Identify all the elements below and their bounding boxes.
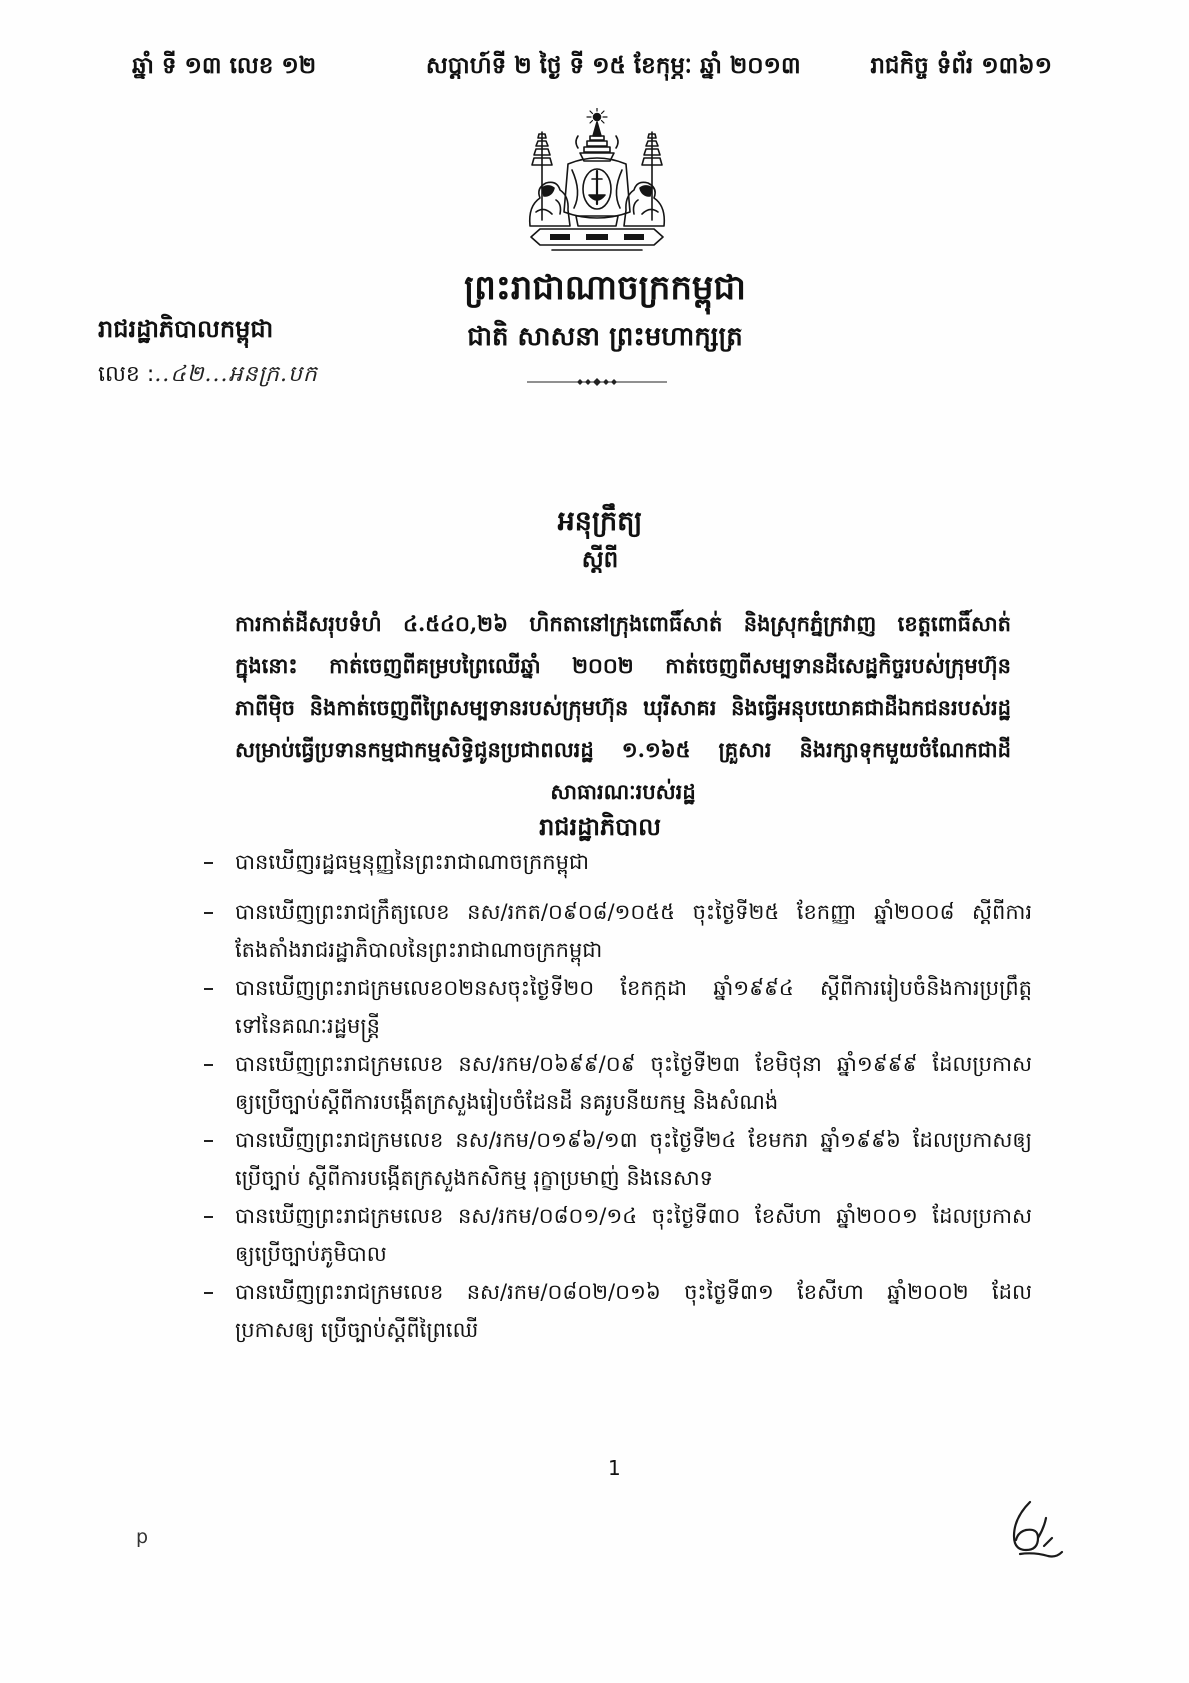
- gazette-page-label: រាជកិច្ច ទំព័រ ១៣៦១: [870, 53, 1052, 79]
- bullet-dash: [204, 912, 213, 914]
- subject-line: ភាពីម៉ិច និងកាត់ចេញពីព្រៃសម្បទានរបស់ក្រុមហ៊ុន ឃុរីសាគរ និងធ្វើអនុបយោគជាដីឯកជនរបស់រដ្ឋ: [235, 695, 1011, 720]
- preamble-line: ទៅនៃគណៈរដ្ឋមន្ត្រី: [235, 1014, 380, 1038]
- preamble-item: [235, 893, 1032, 969]
- document-subject: [235, 603, 1011, 813]
- gazette-volume: ឆ្នាំ ទី ១៣ លេខ ១២: [132, 53, 317, 79]
- gazette-date: សប្តាហ៍ទី ២ ថ្ងៃ ទី ១៥ ខែកុម្ភៈ ឆ្នាំ ២០១៣: [425, 53, 801, 79]
- preamble-line: បានឃើញព្រះរាជក្រឹត្យលេខ នស/រកត/០៩០៨/១០៥៥ ចុះថ្ងៃទី២៥ ខែកញ្ញា ឆ្នាំ២០០៨ ស្តីពីការ: [235, 900, 1032, 924]
- royal-coat-of-arms-icon: [512, 108, 682, 260]
- ornamental-divider: [527, 376, 667, 388]
- preamble-line: បានឃើញព្រះរាជក្រមលេខ នស/រកម/០៨០១/១៤ ចុះថ្ងៃទី៣០ ខែសីហា ឆ្នាំ២០០១ ដែលប្រកាស: [235, 1204, 1032, 1228]
- preamble-line: បានឃើញរដ្ឋធម្មនុញ្ញនៃព្រះរាជាណាចក្រកម្ពុជា: [235, 850, 589, 874]
- preamble-line: ប្រើច្បាប់ ស្តីពីការបង្កើតក្រសួងកសិកម្ម រុក្ខាប្រមាញ់ និងនេសាទ: [235, 1166, 713, 1190]
- preamble-item: [235, 1121, 1032, 1197]
- document-type: អនុក្រឹត្យ: [557, 506, 643, 537]
- preamble-line: ឲ្យប្រើច្បាប់ស្តីពីការបង្កើតក្រសួងរៀបចំដែនដី នគរូបនីយកម្ម និងសំណង់: [235, 1090, 779, 1114]
- gazette-header: [132, 52, 1052, 85]
- preamble-item: [235, 843, 1032, 881]
- preamble-line: បានឃើញព្រះរាជក្រមលេខ នស/រកម/០៦៩៩/០៩ ចុះថ្ងៃទី២៣ ខែមិថុនា ឆ្នាំ១៩៩៩ ដែលប្រកាស: [235, 1052, 1032, 1076]
- bullet-dash: [204, 1216, 213, 1218]
- kingdom-title: ព្រះរាជាណាចក្រកម្ពុជា: [464, 268, 746, 308]
- preamble-line: បានឃើញព្រះរាជក្រមលេខ នស/រកម/០៨០២/០១៦ ចុះថ្ងៃទី៣១ ខែសីហា ឆ្នាំ២០០២ ដែល: [235, 1280, 1032, 1304]
- preamble-item: [235, 1273, 1032, 1349]
- subject-line: ក្នុងនោះ កាត់ចេញពីគម្របព្រៃឈើឆ្នាំ ២០០២ កាត់ចេញពីសម្បទានដីសេដ្ឋកិច្ចរបស់ក្រុមហ៊ុន: [235, 653, 1011, 678]
- preamble-item: [235, 969, 1032, 1045]
- preamble-line: បានឃើញព្រះរាជក្រមលេខ នស/រកម/០១៩៦/១៣ ចុះថ្ងៃទី២៤ ខែមករា ឆ្នាំ១៩៩៦ ដែលប្រកាសឲ្យ: [235, 1128, 1032, 1152]
- preamble-line: បានឃើញព្រះរាជក្រមលេខ០២នសចុះថ្ងៃទី២០ ខែកក្កដា ឆ្នាំ១៩៩៤ ស្តីពីការរៀបចំនិងការប្រព្រឹត្ត: [235, 976, 1032, 1000]
- preamble-list: [235, 843, 1032, 1349]
- preamble-item: [235, 1045, 1032, 1121]
- reference-number: [98, 360, 318, 392]
- reference-handwritten: ..៤២...អនក្រ.បក: [154, 362, 318, 387]
- bullet-dash: [204, 988, 213, 990]
- margin-mark: p: [136, 1526, 149, 1548]
- reference-label: លេខ :: [98, 362, 155, 387]
- page-number: 1: [608, 1456, 621, 1480]
- preamble-line: ឲ្យប្រើច្បាប់ភូមិបាល: [235, 1242, 387, 1266]
- bullet-dash: [204, 1140, 213, 1142]
- preamble-line: ប្រកាសឲ្យ ប្រើច្បាប់ស្តីពីព្រៃឈើ: [235, 1318, 479, 1342]
- subject-line: សម្រាប់ធ្វើប្រទានកម្មជាកម្មសិទ្ធិជូនប្រជាពលរដ្ឋ ១.១៦៥ គ្រួសារ និងរក្សាទុកមួយចំណែកជាដី: [235, 737, 1011, 762]
- bullet-dash: [204, 1292, 213, 1294]
- preamble-item: [235, 1197, 1032, 1273]
- bullet-dash: [204, 862, 213, 864]
- document-on-label: ស្តីពី: [581, 547, 619, 573]
- national-motto: ជាតិ សាសនា ព្រះមហាក្សត្រ: [467, 322, 743, 352]
- issuing-authority: រាជរដ្ឋាភិបាលកម្ពុជា: [98, 315, 274, 343]
- subject-line: ការកាត់ដីសរុបទំហំ ៤.៥៤០,២៦ ហិកតានៅក្រុងពោធិ៍សាត់ និងស្រុកភ្នំក្រវាញ ខេត្តពោធិ៍សាត់: [235, 611, 1011, 636]
- handwritten-initials-icon: [1000, 1498, 1070, 1564]
- preamble-line: តែងតាំងរាជរដ្ឋាភិបាលនៃព្រះរាជាណាចក្រកម្ពុជា: [235, 938, 603, 962]
- subject-line: សាធារណៈរបស់រដ្ឋ: [550, 779, 696, 804]
- preamble-heading: រាជរដ្ឋាភិបាល: [539, 812, 661, 841]
- bullet-dash: [204, 1064, 213, 1066]
